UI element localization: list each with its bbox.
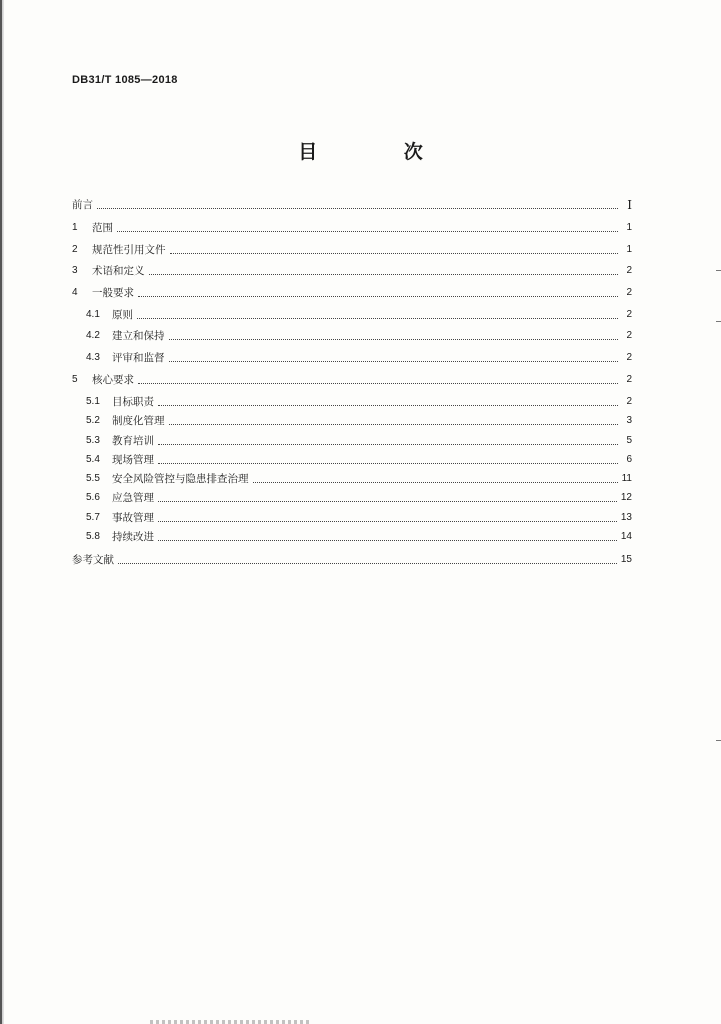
document-code: DB31/T 1085—2018 (72, 74, 178, 86)
toc-entry[interactable] (86, 349, 632, 365)
toc-number: 3 (72, 265, 78, 276)
toc-entry[interactable] (86, 489, 632, 505)
toc-leader (149, 273, 619, 275)
toc-number: 1 (72, 222, 78, 233)
toc-number: 5.2 (86, 415, 100, 426)
toc-leader (253, 481, 618, 483)
toc-entry[interactable] (72, 241, 632, 257)
toc-number: 5.3 (86, 435, 100, 446)
toc-page: 15 (620, 554, 632, 565)
toc-label: 核心要求 (92, 374, 134, 386)
toc-label: 安全风险管控与隐患排查治理 (112, 473, 249, 485)
toc-entry[interactable] (86, 412, 632, 428)
toc-label: 教育培训 (112, 435, 154, 447)
toc-label: 原则 (112, 309, 133, 321)
toc-page: 1 (626, 222, 632, 233)
toc-entry-references[interactable] (72, 551, 632, 567)
toc-label: 前言 (72, 199, 93, 211)
toc-entry[interactable] (86, 432, 632, 448)
toc-number: 5.6 (86, 492, 100, 503)
toc-number: 4.1 (86, 309, 100, 320)
toc-leader (169, 423, 619, 425)
toc-leader (158, 520, 617, 522)
toc-label: 参考文献 (72, 554, 114, 566)
toc-leader (137, 317, 618, 319)
toc-leader (169, 360, 619, 362)
toc-label: 制度化管理 (112, 415, 165, 427)
toc-entry[interactable] (86, 451, 632, 467)
toc-entry[interactable] (86, 528, 632, 544)
toc-page: 2 (626, 309, 632, 320)
toc-leader (158, 462, 618, 464)
toc-page: 2 (626, 287, 632, 298)
toc-page: 2 (626, 330, 632, 341)
toc-page: 2 (626, 352, 632, 363)
toc-number: 2 (72, 244, 78, 255)
toc-number: 5 (72, 374, 78, 385)
toc-page: 13 (620, 512, 632, 523)
toc-label: 评审和监督 (112, 352, 165, 364)
toc-page: 1 (626, 244, 632, 255)
toc-leader (117, 230, 618, 232)
scan-edge-mark (716, 321, 721, 322)
toc-number: 5.5 (86, 473, 100, 484)
toc-page: I (627, 198, 632, 212)
toc-number: 5.1 (86, 396, 100, 407)
toc-label: 建立和保持 (112, 330, 165, 342)
toc-leader (118, 562, 617, 564)
toc-page: 2 (626, 374, 632, 385)
scan-edge-mark (716, 740, 721, 741)
toc-entry[interactable] (86, 393, 632, 409)
toc-entry[interactable] (86, 470, 632, 486)
toc-leader (169, 338, 619, 340)
toc-leader (158, 500, 617, 502)
toc-label: 目标职责 (112, 396, 154, 408)
toc-number: 4.2 (86, 330, 100, 341)
toc-entry[interactable] (86, 327, 632, 343)
toc-label: 应急管理 (112, 492, 154, 504)
toc-entry[interactable] (72, 219, 632, 235)
toc-page: 3 (626, 415, 632, 426)
toc-number: 4.3 (86, 352, 100, 363)
toc-page: 14 (620, 531, 632, 542)
toc-label: 范围 (92, 222, 113, 234)
toc-entry[interactable] (72, 284, 632, 300)
toc-leader (170, 252, 619, 254)
toc-entry[interactable] (72, 371, 632, 387)
toc-number: 4 (72, 287, 78, 298)
toc-label: 持续改进 (112, 531, 154, 543)
toc-label: 现场管理 (112, 454, 154, 466)
toc-page: 2 (626, 396, 632, 407)
toc-entry[interactable] (86, 306, 632, 322)
toc-entry-foreword[interactable] (72, 196, 632, 212)
toc-entry[interactable] (86, 509, 632, 525)
toc-page: 11 (621, 473, 632, 484)
toc-leader (158, 443, 618, 445)
toc-number: 5.4 (86, 454, 100, 465)
toc-page: 6 (626, 454, 632, 465)
toc-leader (138, 382, 618, 384)
toc-leader (138, 295, 618, 297)
scan-bottom-artifact (150, 1020, 310, 1024)
toc-page: 2 (626, 265, 632, 276)
toc-label: 一般要求 (92, 287, 134, 299)
toc-label: 事故管理 (112, 512, 154, 524)
scan-edge-mark (716, 270, 721, 271)
toc-leader (158, 539, 617, 541)
toc-page: 12 (620, 492, 632, 503)
toc-entry[interactable] (72, 262, 632, 278)
toc-number: 5.7 (86, 512, 100, 523)
toc-leader (97, 207, 618, 209)
toc-label: 术语和定义 (92, 265, 145, 277)
toc-leader (158, 404, 618, 406)
page-title: 目 次 (298, 141, 463, 163)
toc-number: 5.8 (86, 531, 100, 542)
toc-label: 规范性引用文件 (92, 244, 166, 256)
toc-page: 5 (626, 435, 632, 446)
